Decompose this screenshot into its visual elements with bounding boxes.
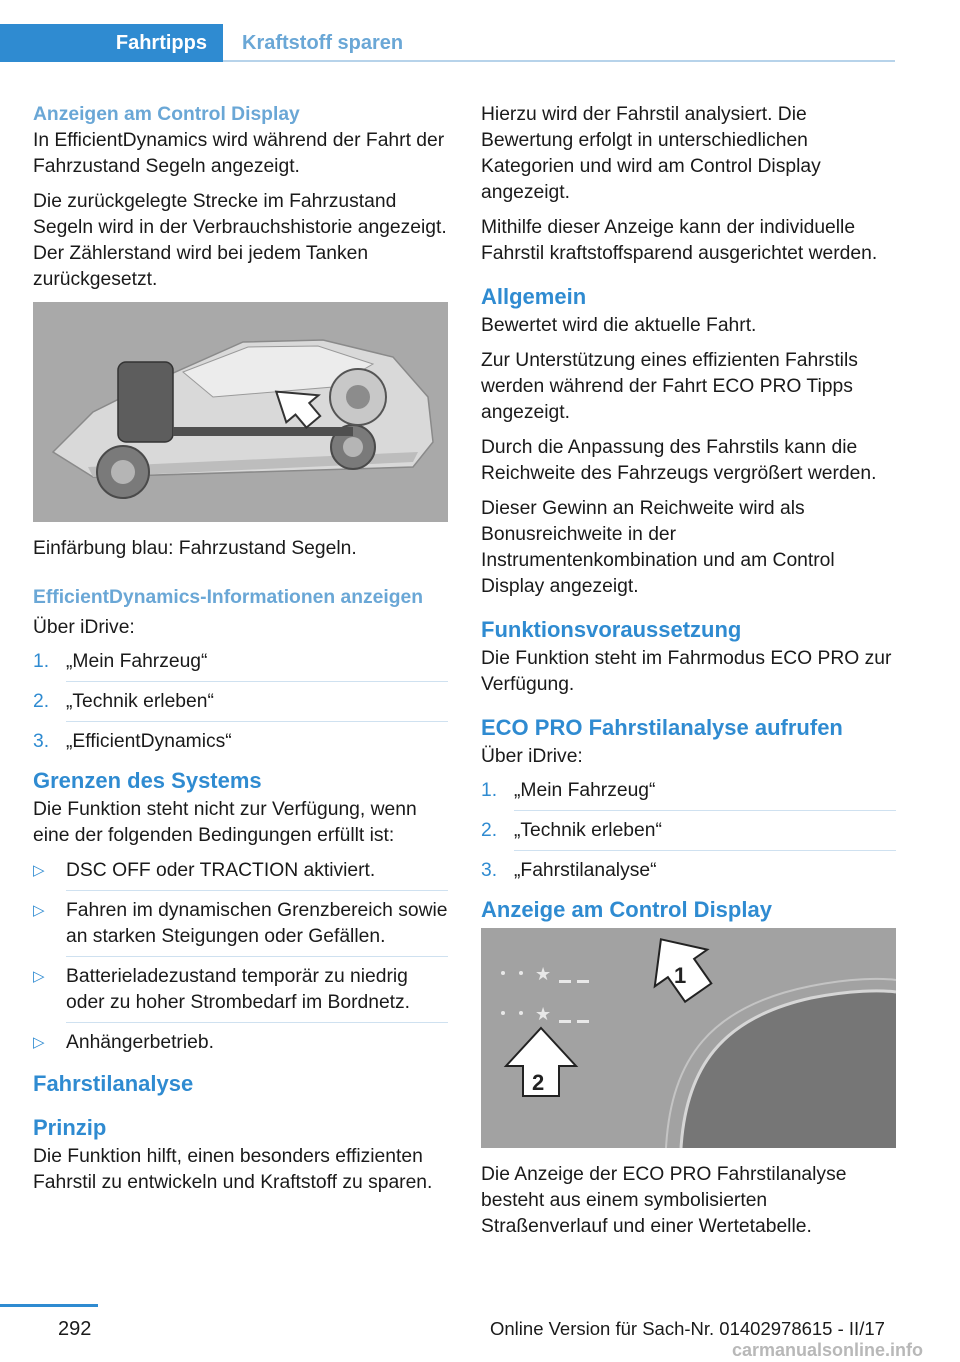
svg-text:★: ★ xyxy=(535,1004,552,1025)
tab-underline xyxy=(223,60,895,62)
step-list xyxy=(481,778,896,884)
section-title-eco-pro: ECO PRO Fahrstilanalyse aufrufen xyxy=(481,715,843,740)
section-title-anzeige: Anzeige am Control Display xyxy=(481,897,772,922)
section-title-prinzip: Prinzip xyxy=(33,1115,107,1140)
svg-text:★: ★ xyxy=(535,964,552,985)
page-number-bar xyxy=(0,1304,98,1307)
triangle-bullet-icon: ▷ xyxy=(33,902,45,919)
list-item: 2. „Technik erleben“ xyxy=(481,818,896,851)
list-item: ▷ Batterieladezustand temporär zu niedrig oder zu hoher Strombedarf im Bordnetz. xyxy=(33,964,448,1023)
paragraph: Die Anzeige der ECO PRO Fahrstilanalyse besteht aus einem symbolisierten Straßenverlauf und einer Wertetabelle. xyxy=(481,1164,847,1237)
paragraph: Durch die Anpassung des Fahrstils kann die Reichweite des Fahrzeugs vergrößert werden. xyxy=(481,437,877,484)
tab-kraftstoff-sparen[interactable]: Kraftstoff sparen xyxy=(242,31,404,54)
paragraph: In EfficientDynamics wird während der Fahrt der Fahrzustand Segeln angezeigt. xyxy=(33,130,445,177)
figure-label-2: 2 xyxy=(532,1070,545,1095)
paragraph: Die zurückgelegte Strecke im Fahrzustand Segeln wird in der Verbrauchshistorie angezeigt. Der Zählerstand wird bei jedem Tanken zurückgesetzt. xyxy=(33,191,447,290)
list-item: 3. „Fahrstilanalyse“ xyxy=(481,860,657,881)
online-version-footer: Online Version für Sach-Nr. 01402978615 - II/17 xyxy=(490,1318,885,1339)
list-item: 2. „Technik erleben“ xyxy=(33,689,448,722)
section-title-efficientdynamics: EfficientDynamics-Informationen anzeigen xyxy=(33,587,423,608)
triangle-bullet-icon: ▷ xyxy=(33,968,45,985)
list-item: ▷ DSC OFF oder TRACTION aktiviert. xyxy=(33,858,448,891)
triangle-bullet-icon: ▷ xyxy=(33,862,45,879)
figure-caption: Einfärbung blau: Fahrzustand Segeln. xyxy=(33,538,357,559)
paragraph: Über iDrive: xyxy=(33,617,135,638)
section-title-grenzen: Grenzen des Systems xyxy=(33,768,262,793)
list-item: ▷ Anhängerbetrieb. xyxy=(33,1030,448,1056)
section-title-anzeigen: Anzeigen am Control Display xyxy=(33,104,300,125)
paragraph: Die Funktion steht nicht zur Verfügung, wenn eine der folgenden Bedingungen erfüllt ist: xyxy=(33,799,417,846)
step-list xyxy=(33,649,448,755)
watermark: carmanualsonline.info xyxy=(732,1340,924,1360)
page-number: 292 xyxy=(58,1318,92,1340)
list-item: ▷ Fahren im dynamischen Grenzbereich sowie an starken Steigungen oder Gefällen. xyxy=(33,898,448,957)
car-illustration xyxy=(33,302,448,522)
left-column xyxy=(33,102,448,1205)
paragraph: Dieser Gewinn an Reichweite wird als Bonusreichweite in der Instrumentenkombination und am Control Display angezeigt. xyxy=(481,498,835,597)
section-title-funktionsvoraussetzung: Funktionsvoraussetzung xyxy=(481,617,742,642)
paragraph: Die Funktion steht im Fahrmodus ECO PRO zur Verfügung. xyxy=(481,648,892,695)
paragraph: Bewertet wird die aktuelle Fahrt. xyxy=(481,315,757,336)
paragraph: Mithilfe dieser Anzeige kann der individuelle Fahrstil kraftstoffsparend ausgerichtet werden. xyxy=(481,217,878,264)
eco-pro-display-illustration xyxy=(481,928,896,1148)
figure-label-1: 1 xyxy=(674,963,687,988)
header-bar xyxy=(0,0,960,62)
paragraph: Über iDrive: xyxy=(481,746,583,767)
triangle-bullet-icon: ▷ xyxy=(33,1034,45,1051)
section-title-allgemein: Allgemein xyxy=(481,284,587,309)
paragraph: Zur Unterstützung eines effizienten Fahrstils werden während der Fahrt ECO PRO Tipps angezeigt. xyxy=(481,350,858,423)
right-column xyxy=(481,102,896,1249)
list-item: 1. „Mein Fahrzeug“ xyxy=(33,649,448,682)
tab-fahrtipps[interactable]: Fahrtipps xyxy=(0,24,223,62)
section-title-fahrstilanalyse: Fahrstilanalyse xyxy=(33,1071,194,1096)
list-item: 3. „EfficientDynamics“ xyxy=(33,731,232,752)
paragraph: Die Funktion hilft, einen besonders effizienten Fahrstil zu entwickeln und Kraftstoff zu sparen. xyxy=(33,1146,433,1193)
paragraph: Hierzu wird der Fahrstil analysiert. Die Bewertung erfolgt in unterschiedlichen Kategorien und wird am Control Display angezeigt. xyxy=(481,104,821,203)
bullet-list xyxy=(33,858,448,1056)
list-item: 1. „Mein Fahrzeug“ xyxy=(481,778,896,811)
